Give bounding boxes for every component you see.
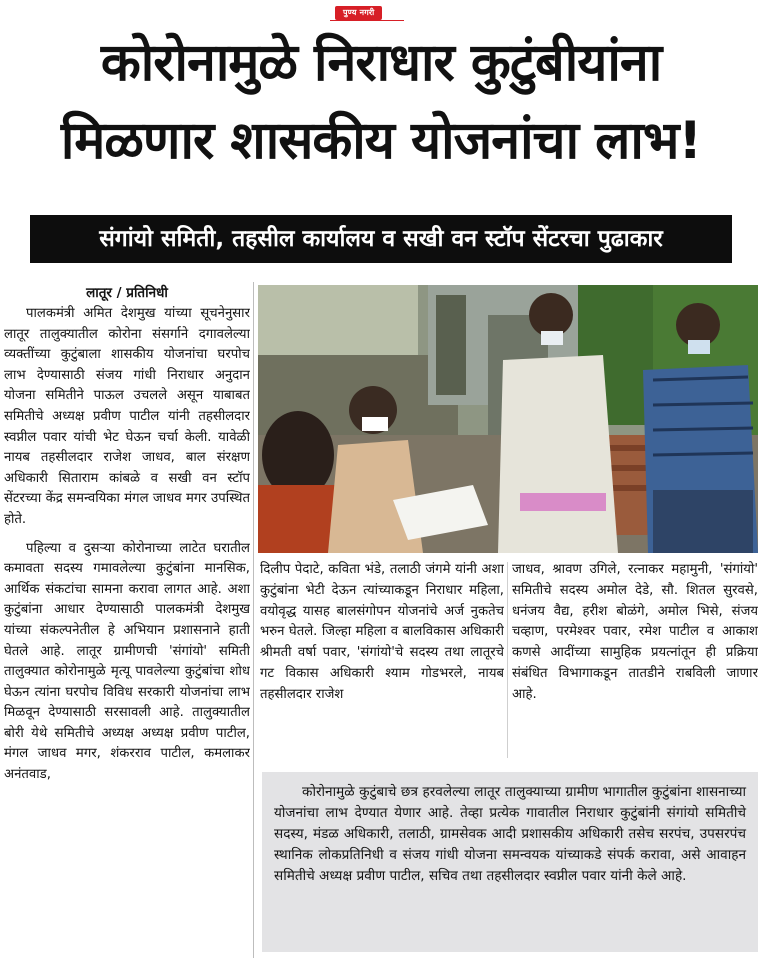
subheadline-band: संगांयो समिती, तहसील कार्यालय व सखी वन स्टॉप सेंटरचा पुढाकार bbox=[30, 215, 732, 263]
info-box-text: कोरोनामुळे कुटुंबाचे छत्र हरवलेल्या लातूर तालुक्याच्या ग्रामीण भागातील कुटुंबांना शासनाच्या योजनांचा लाभ देण्यात येणार आहे. तेव्हा प्रत्येक गावातील निराधार कुटुंबांनी संगांयो समितीचे सदस्य, मंडळ अधिकारी, तलाठी, ग्रामसेवक आदी प्रशासकीय अधिकारी तसेच सरपंच, उपसरपंच स्थानिक लोकप्रतिनिधी व संजय गांधी योजना समन्वयक यांच्याकडे संपर्क करावा, असे आवाहन समितीचे अध्यक्ष प्रवीण पाटील, सचिव तथा तहसीलदार स्वप्नील पवार यांनी केले आहे. bbox=[274, 784, 746, 884]
masthead-logo: पुण्य नगरी bbox=[335, 6, 382, 20]
headline-line-2: मिळणार शासकीय योजनांचा लाभ! bbox=[60, 111, 702, 171]
article-column-left bbox=[4, 282, 250, 958]
article-paragraph-1: पालकमंत्री अमित देशमुख यांच्या सूचनेनुसार लातूर तालुक्यातील कोरोना संसर्गाने दगावलेल्या व्यक्तींच्या कुटुंबाला शासकीय योजनांचा घरपोच लाभ देण्यासाठी संजय गांधी निराधार अनुदान योजना समितीने पाऊल उचलले असून याबाबत समितीचे अध्यक्ष प्रवीण पाटील यांनी तहसीलदार स्वप्नील पवार यांची भेट घेऊन चर्चा केली. यावेळी नायब तहसीलदार राजेश जाधव, बाल संरक्षण अधिकारी सिताराम कांबळे व सखी वन स्टॉप सेंटरच्या केंद्र समन्वयिका मंगल जाधव मगर उपस्थित होते. bbox=[4, 306, 250, 527]
article-column-right: जाधव, श्रावण उगिले, रत्नाकर महामुनी, 'संगांयो' समितीचे सदस्य अमोल देडे, सौ. शितल सुरवसे, धनंजय वैद्य, हरीश बोळंगे, अमोल भिसे, संजय चव्हाण, परमेश्वर पवार, रमेश पाटील व आकाश कणसे आदींच्या सामुहिक प्रयत्नांतून ही प्रक्रिया संबंधित विभागाकडून तातडीने राबविली जाणार आहे. bbox=[512, 562, 758, 702]
column-divider bbox=[253, 282, 254, 958]
headline-line-1: कोरोनामुळे निराधार कुटुंबीयांना bbox=[100, 33, 662, 93]
news-photo bbox=[258, 285, 758, 553]
byline: लातूर / प्रतिनिधी bbox=[86, 285, 168, 301]
masthead-rule bbox=[330, 20, 404, 21]
column-divider-2 bbox=[507, 562, 508, 758]
article-column-middle: दिलीप पेदाटे, कविता भंडे, तलाठी जंगमे यांनी अशा कुटुंबांना भेटी देऊन त्यांच्याकडून निराधार महिला, वयोवृद्ध यासह बालसंगोपन योजनांचे अर्ज नुकतेच भरुन घेतले. जिल्हा महिला व बालविकास अधिकारी श्रीमती वर्षा पवार, 'संगांयो'चे सदस्य तथा लातूरचे गट विकास अधिकारी श्याम गोडभरले, नायब तहसीलदार राजेश bbox=[260, 562, 504, 702]
article-paragraph-2: पहिल्या व दुसऱ्या कोरोनाच्या लाटेत घरातील कमावता सदस्य गमावलेल्या कुटुंबांना मानसिक, आर्थिक संकटांचा सामना करावा लागत आहे. अशा कुटुंबांना आधार देण्यासाठी पालकमंत्री देशमुख यांच्या संकल्पनेतील हे अभियान प्रशासनाने हाती घेतले आहे. लातूर ग्रामीणची 'संगांयो' समिती तालुक्यात कोरोनामुळे मृत्यू पावलेल्या कुटुंबांचा शोध घेऊन त्यांना घरपोच विविध सरकारी योजनांचा लाभ मिळवून देण्यासाठी सरसावली आहे. तालुक्यातील बोरी येथे समितीचे अध्यक्ष अध्यक्ष प्रवीण पाटील, मंगल जाधव मगर, शंकरराव पाटील, कमलाकर अनंतवाड, bbox=[4, 540, 250, 783]
headline bbox=[4, 24, 758, 180]
info-box bbox=[262, 772, 758, 952]
